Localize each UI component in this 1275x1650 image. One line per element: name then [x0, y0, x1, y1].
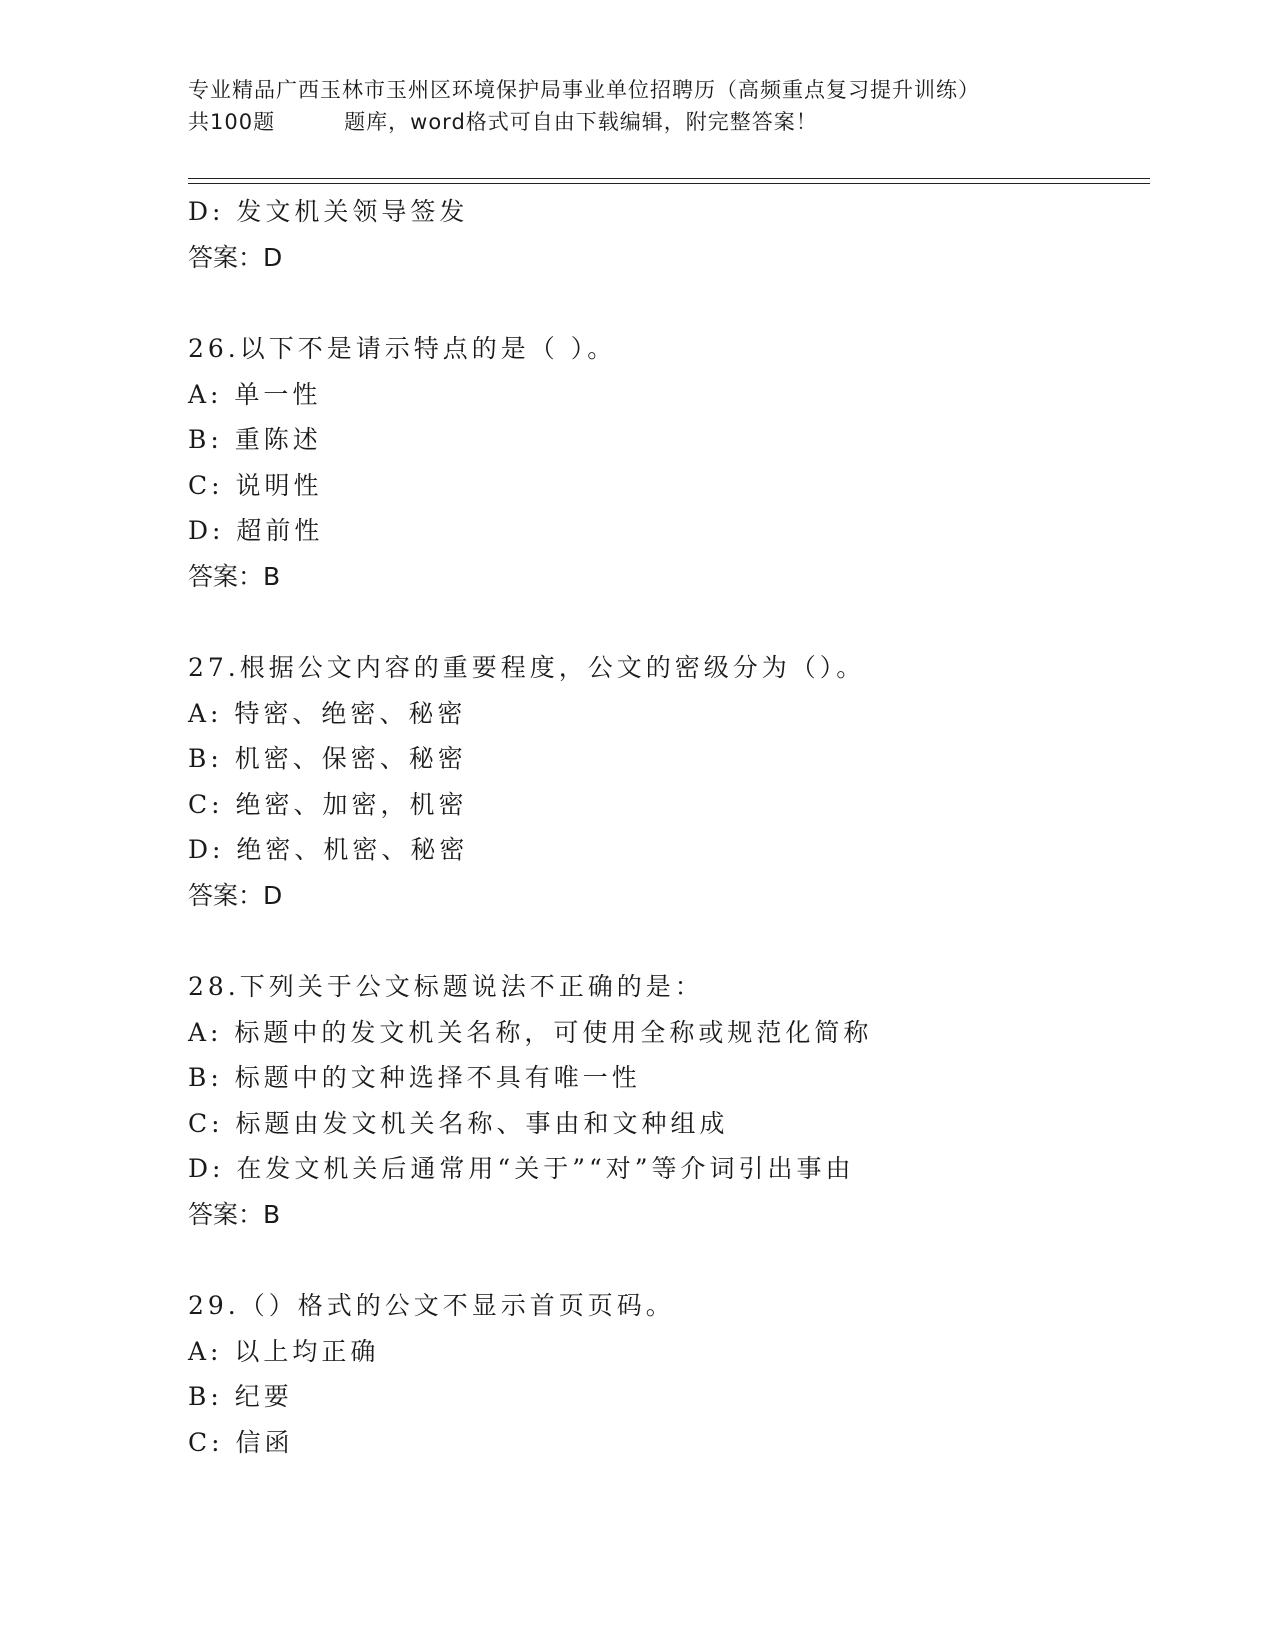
option-b: B: 纪要 [188, 1382, 293, 1411]
answer-text: 答案：D [188, 880, 283, 910]
question-stem: 27.根据公文内容的重要程度，公文的密级分为（）。 [188, 653, 866, 682]
question-28 [188, 964, 1148, 1237]
answer-text: 答案：B [188, 1199, 281, 1229]
header-divider-bottom [188, 183, 1150, 184]
question-stem: 29.（）格式的公文不显示首页页码。 [188, 1291, 675, 1320]
question-stem: 28.下列关于公文标题说法不正确的是： [188, 972, 704, 1001]
option-c: C: 标题由发文机关名称、事由和文种组成 [188, 1108, 729, 1138]
option-c: C: 说明性 [188, 470, 323, 500]
question-29 [188, 1283, 1148, 1465]
header-divider-top [188, 178, 1150, 179]
question-26 [188, 326, 1148, 599]
option-a: A: 标题中的发文机关名称，可使用全称或规范化简称 [188, 1017, 873, 1047]
option-c: C: 绝密、加密，机密 [188, 789, 468, 819]
option-text: D: 发文机关领导签发 [188, 197, 469, 226]
header-title-line: 专业精品广西玉林市玉州区环境保护局事业单位招聘历（高频重点复习提升训练） [188, 78, 980, 102]
option-d: D: 在发文机关后通常用“关于”“对”等介词引出事由 [188, 1154, 855, 1183]
header-subtitle-line: 共100题 题库，word格式可自由下载编辑，附完整答案！ [188, 110, 818, 134]
option-a: A: 单一性 [188, 379, 322, 409]
document-header [188, 74, 1148, 138]
option-b: B: 重陈述 [188, 425, 322, 454]
question-27 [188, 645, 1148, 918]
option-a: A: 以上均正确 [188, 1336, 380, 1366]
question-list [188, 189, 1148, 1465]
answer-text: 答案：D [188, 242, 283, 272]
option-d: D: 绝密、机密、秘密 [188, 835, 469, 864]
option-b: B: 标题中的文种选择不具有唯一性 [188, 1063, 641, 1092]
answer-text: 答案：B [188, 561, 281, 591]
question-stem: 26.以下不是请示特点的是（ ）。 [188, 334, 617, 363]
option-c: C: 信函 [188, 1427, 294, 1457]
option-b: B: 机密、保密、秘密 [188, 744, 467, 773]
option-a: A: 特密、绝密、秘密 [188, 698, 467, 728]
option-d: D: 超前性 [188, 516, 324, 545]
